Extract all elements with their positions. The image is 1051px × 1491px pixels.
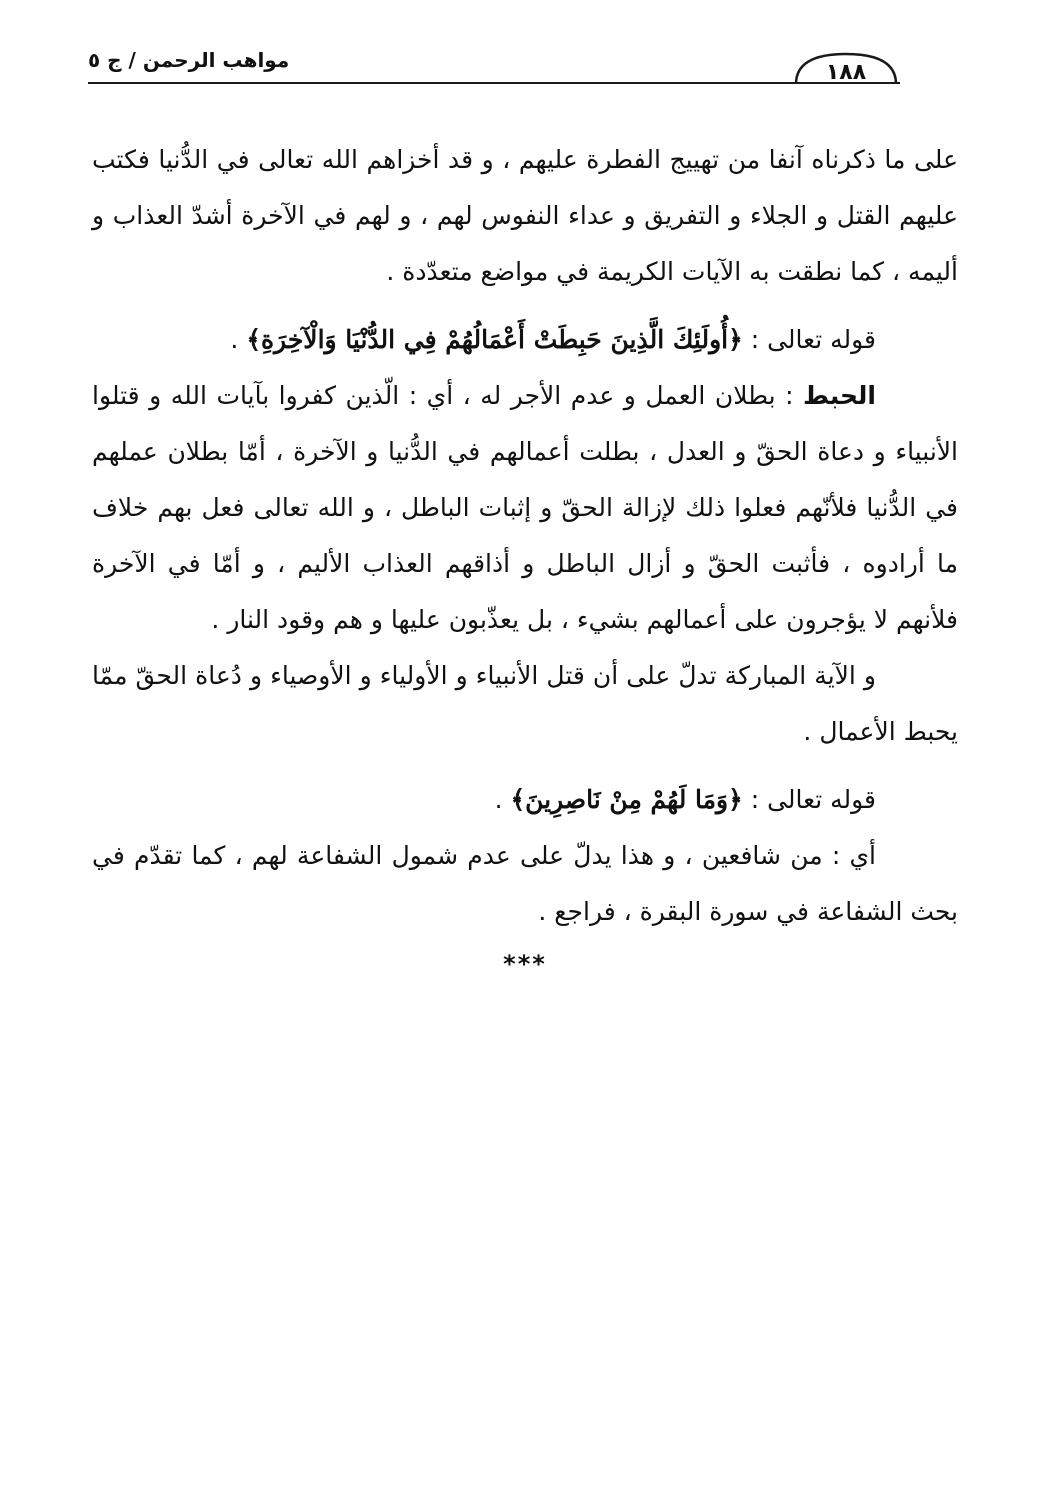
paragraph-4: و الآية المباركة تدلّ على أن قتل الأنبياء و الأولياء و الأوصياء و دُعاة الحقّ ممّا يحبط الأعمال . xyxy=(92,661,958,746)
term-definition: : بطلان العمل و عدم الأجر له ، أي : الّذين كفروا بآيات الله و قتلوا الأنبياء و دعاة الحقّ و العدل ، بطلت أعمالهم في الدُّنيا و الآخرة ، أمّا بطلان عملهم في الدُّنيا فلأنّهم فعلوا ذلك لإزالة الحقّ و إثبات الباطل ، و الله تعالى فعل بهم خلاف ما أرادوه ، فأثبت الحقّ و أزال الباطل و أذاقهم العذاب الأليم ، و أمّا في الآخرة فلأنهم لا يؤجرون على أعمالهم بشيء ، بل يعذّبون عليها و هم وقود النار . xyxy=(92,381,958,634)
quran-verse: ﴿وَمَا لَهُمْ مِنْ نَاصِرِينَ﴾ xyxy=(510,785,743,814)
paragraph-1: على ما ذكرناه آنفا من تهييج الفطرة عليهم ، و قد أخزاهم الله تعالى في الدُّنيا فكتب عليهم القتل و الجلاء و التفريق و عداء النفوس لهم ، و لهم في الآخرة أشدّ العذاب و أليمه ، كما نطقت به الآيات الكريمة في مواضع متعدّدة . xyxy=(92,145,958,286)
page-content xyxy=(92,132,958,976)
page-number: ١٨٨ xyxy=(825,60,867,85)
paragraph-hubut xyxy=(92,368,958,648)
verse-intro: قوله تعالى : xyxy=(742,785,876,814)
verse-end: . xyxy=(230,325,247,354)
verse-intro: قوله تعالى : xyxy=(742,325,876,354)
section-separator: *** xyxy=(503,950,547,978)
paragraph-6: أي : من شافعين ، و هذا يدلّ على عدم شمول الشفاعة لهم ، كما تقدّم في بحث الشفاعة في سورة البقرة ، فراجع . xyxy=(92,841,958,926)
verse-end: . xyxy=(494,785,511,814)
page-header xyxy=(88,40,960,100)
verse-heading-1 xyxy=(92,312,958,368)
running-title: مواهب الرحمن / ج ٥ xyxy=(88,48,290,72)
quran-verse: ﴿أُولَئِكَ الَّذِينَ حَبِطَتْ أَعْمَالُهُمْ فِي الدُّنْيَا وَالْآخِرَةِ﴾ xyxy=(246,325,743,354)
term-label: الحبط xyxy=(803,381,876,410)
verse-heading-2 xyxy=(92,772,958,828)
